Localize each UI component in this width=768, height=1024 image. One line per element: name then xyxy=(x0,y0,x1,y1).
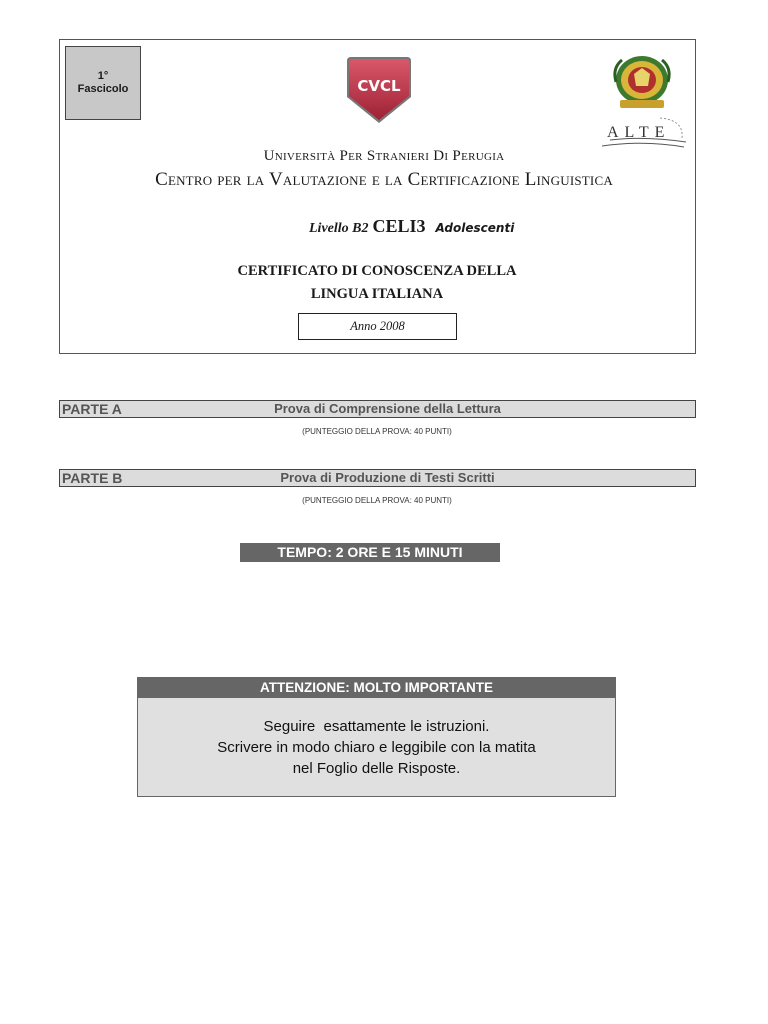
university-name: Università Per Stranieri Di Perugia xyxy=(263,148,505,164)
audience-label: Adolescenti xyxy=(435,221,515,235)
centre-name: Centro per la Valutazione e la Certificazione Linguistica xyxy=(155,169,613,190)
part-a-score: (PUNTEGGIO DELLA PROVA: 40 PUNTI) xyxy=(302,427,452,436)
attention-line-1: Seguire esattamente le istruzioni. xyxy=(263,718,490,735)
attention-body xyxy=(138,698,615,779)
certificate-title-line2: LINGUA ITALIANA xyxy=(310,286,444,302)
alte-logo-text: ALTE xyxy=(607,124,671,141)
part-a-label: PARTE A xyxy=(62,401,122,417)
part-a-bar xyxy=(59,400,696,418)
part-a-title: Prova di Comprensione della Lettura xyxy=(274,401,501,416)
part-b-label: PARTE B xyxy=(62,470,123,486)
time-banner: TEMPO: 2 ORE E 15 MINUTI xyxy=(240,543,500,562)
part-b-title: Prova di Produzione di Testi Scritti xyxy=(280,470,495,485)
part-b-score: (PUNTEGGIO DELLA PROVA: 40 PUNTI) xyxy=(302,496,452,505)
attention-line-2: Scrivere in modo chiaro e leggibile con la matita xyxy=(217,739,536,756)
part-b-bar xyxy=(59,469,696,487)
cvcl-logo-text: CVCL xyxy=(357,77,401,95)
cvcl-logo xyxy=(344,55,414,125)
level-line xyxy=(309,216,514,237)
fascicolo-number: 1° xyxy=(97,70,109,82)
exam-name: CELI3 xyxy=(372,216,426,236)
attention-box xyxy=(137,677,616,797)
fascicolo-label: Fascicolo xyxy=(77,83,129,95)
attention-line-3: nel Foglio delle Risposte. xyxy=(292,760,461,777)
certificate-title-line1: CERTIFICATO DI CONOSCENZA DELLA xyxy=(237,263,517,279)
attention-heading: ATTENZIONE: MOLTO IMPORTANTE xyxy=(138,678,615,698)
year-box: Anno 2008 xyxy=(298,313,457,340)
fascicolo-badge xyxy=(65,46,141,120)
university-seal-icon xyxy=(612,50,672,112)
level-prefix: Livello B2 xyxy=(309,221,369,236)
